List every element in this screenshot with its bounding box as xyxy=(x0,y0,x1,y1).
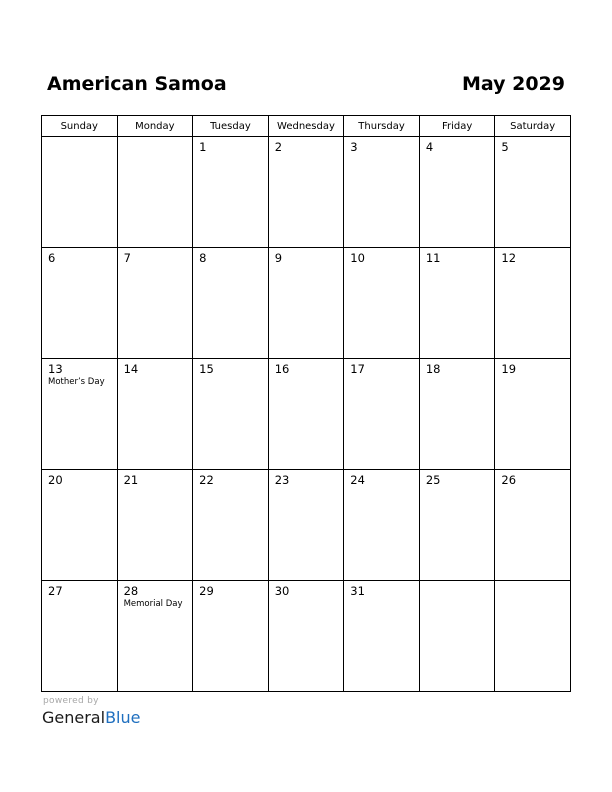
day-number: 18 xyxy=(425,362,441,376)
week-row xyxy=(42,470,571,581)
day-cell xyxy=(344,248,420,359)
holiday-label xyxy=(193,265,268,266)
day-number: 27 xyxy=(48,584,63,598)
day-cell xyxy=(268,470,344,581)
holiday-label xyxy=(118,376,193,377)
day-cell xyxy=(193,248,269,359)
day-cell xyxy=(117,137,193,248)
generalblue-logo[interactable] xyxy=(42,708,140,728)
week-row xyxy=(42,137,571,248)
day-cell xyxy=(117,359,193,470)
powered-by-label: powered by xyxy=(43,696,99,706)
day-cell xyxy=(344,359,420,470)
day-number: 12 xyxy=(501,251,517,265)
day-number: 3 xyxy=(350,140,358,154)
day-number: 31 xyxy=(350,584,365,598)
day-number: 17 xyxy=(350,362,365,376)
day-cell xyxy=(419,248,495,359)
day-number: 22 xyxy=(199,473,214,487)
day-cell xyxy=(117,470,193,581)
holiday-label xyxy=(118,265,193,266)
day-number: 11 xyxy=(425,251,441,265)
day-cell xyxy=(495,248,571,359)
day-number: 19 xyxy=(501,362,517,376)
day-cell xyxy=(42,581,118,692)
holiday-label xyxy=(495,265,570,266)
day-number: 21 xyxy=(123,473,139,487)
holiday-label xyxy=(118,487,193,488)
day-number: 6 xyxy=(48,251,56,265)
holiday-label xyxy=(420,487,495,488)
day-cell xyxy=(117,248,193,359)
calendar-grid xyxy=(41,115,571,692)
day-number: 7 xyxy=(123,251,131,265)
holiday-label xyxy=(344,376,419,377)
holiday-label: Memorial Day xyxy=(123,599,183,609)
day-number: 20 xyxy=(48,473,63,487)
day-number: 26 xyxy=(501,473,517,487)
day-number: 29 xyxy=(199,584,214,598)
holiday-label xyxy=(193,598,268,599)
day-number: 5 xyxy=(501,140,509,154)
weekday-header-thursday: Thursday xyxy=(344,116,420,137)
holiday-label xyxy=(420,154,495,155)
weekday-header-sunday: Sunday xyxy=(42,116,118,137)
day-number: 25 xyxy=(425,473,441,487)
holiday-label xyxy=(344,487,419,488)
country-title: American Samoa xyxy=(47,73,227,95)
holiday-label xyxy=(42,141,117,142)
calendar-header xyxy=(41,70,571,98)
holiday-label xyxy=(269,598,344,599)
holiday-label xyxy=(269,265,344,266)
day-number: 23 xyxy=(274,473,290,487)
holiday-label xyxy=(495,154,570,155)
weekday-header-wednesday: Wednesday xyxy=(268,116,344,137)
week-row xyxy=(42,248,571,359)
day-cell xyxy=(117,581,193,692)
holiday-label: Mother’s Day xyxy=(48,377,105,387)
holiday-label xyxy=(193,376,268,377)
day-cell xyxy=(419,470,495,581)
week-row xyxy=(42,581,571,692)
day-cell xyxy=(344,470,420,581)
holiday-label xyxy=(420,265,495,266)
day-number: 4 xyxy=(425,140,434,154)
day-number: 15 xyxy=(199,362,214,376)
footer-branding xyxy=(42,696,140,728)
logo-text-blue: Blue xyxy=(105,708,141,727)
day-cell xyxy=(419,359,495,470)
day-number: 24 xyxy=(350,473,365,487)
day-cell xyxy=(193,137,269,248)
holiday-label xyxy=(269,154,344,155)
day-cell xyxy=(42,470,118,581)
weekday-header-friday: Friday xyxy=(419,116,495,137)
logo-text-general: General xyxy=(42,708,106,727)
day-cell xyxy=(419,137,495,248)
holiday-label xyxy=(495,487,570,488)
week-row xyxy=(42,359,571,470)
weekday-header-saturday: Saturday xyxy=(495,116,571,137)
day-cell xyxy=(193,581,269,692)
weekday-header-monday: Monday xyxy=(117,116,193,137)
day-cell xyxy=(419,581,495,692)
day-number: 14 xyxy=(123,362,139,376)
holiday-label xyxy=(495,376,570,377)
day-cell xyxy=(495,581,571,692)
holiday-label xyxy=(269,376,344,377)
day-number: 16 xyxy=(274,362,290,376)
holiday-label xyxy=(42,598,117,599)
day-cell xyxy=(193,470,269,581)
day-cell xyxy=(42,137,118,248)
day-cell xyxy=(495,359,571,470)
holiday-label xyxy=(420,585,495,586)
weekday-header-tuesday: Tuesday xyxy=(193,116,269,137)
holiday-label xyxy=(118,141,193,142)
day-number: 2 xyxy=(274,140,283,154)
day-number: 8 xyxy=(199,251,207,265)
holiday-label xyxy=(420,376,495,377)
holiday-label xyxy=(42,265,117,266)
day-cell xyxy=(344,137,420,248)
day-cell xyxy=(268,248,344,359)
day-number: 13 xyxy=(48,362,63,376)
day-cell xyxy=(268,137,344,248)
day-cell xyxy=(268,359,344,470)
day-number: 30 xyxy=(274,584,290,598)
day-number: 9 xyxy=(274,251,283,265)
holiday-label xyxy=(193,154,268,155)
holiday-label xyxy=(193,487,268,488)
month-year-title: May 2029 xyxy=(461,73,565,95)
day-cell xyxy=(42,359,118,470)
holiday-label xyxy=(269,487,344,488)
holiday-label xyxy=(344,154,419,155)
holiday-label xyxy=(42,487,117,488)
holiday-label xyxy=(495,585,570,586)
holiday-label xyxy=(344,265,419,266)
day-cell xyxy=(42,248,118,359)
day-number: 10 xyxy=(350,251,365,265)
day-cell xyxy=(495,137,571,248)
weekday-header-row xyxy=(42,116,571,137)
day-cell xyxy=(193,359,269,470)
holiday-label xyxy=(344,598,419,599)
day-number: 1 xyxy=(199,140,207,154)
day-cell xyxy=(268,581,344,692)
day-cell xyxy=(344,581,420,692)
day-cell xyxy=(495,470,571,581)
day-number: 28 xyxy=(123,584,139,598)
